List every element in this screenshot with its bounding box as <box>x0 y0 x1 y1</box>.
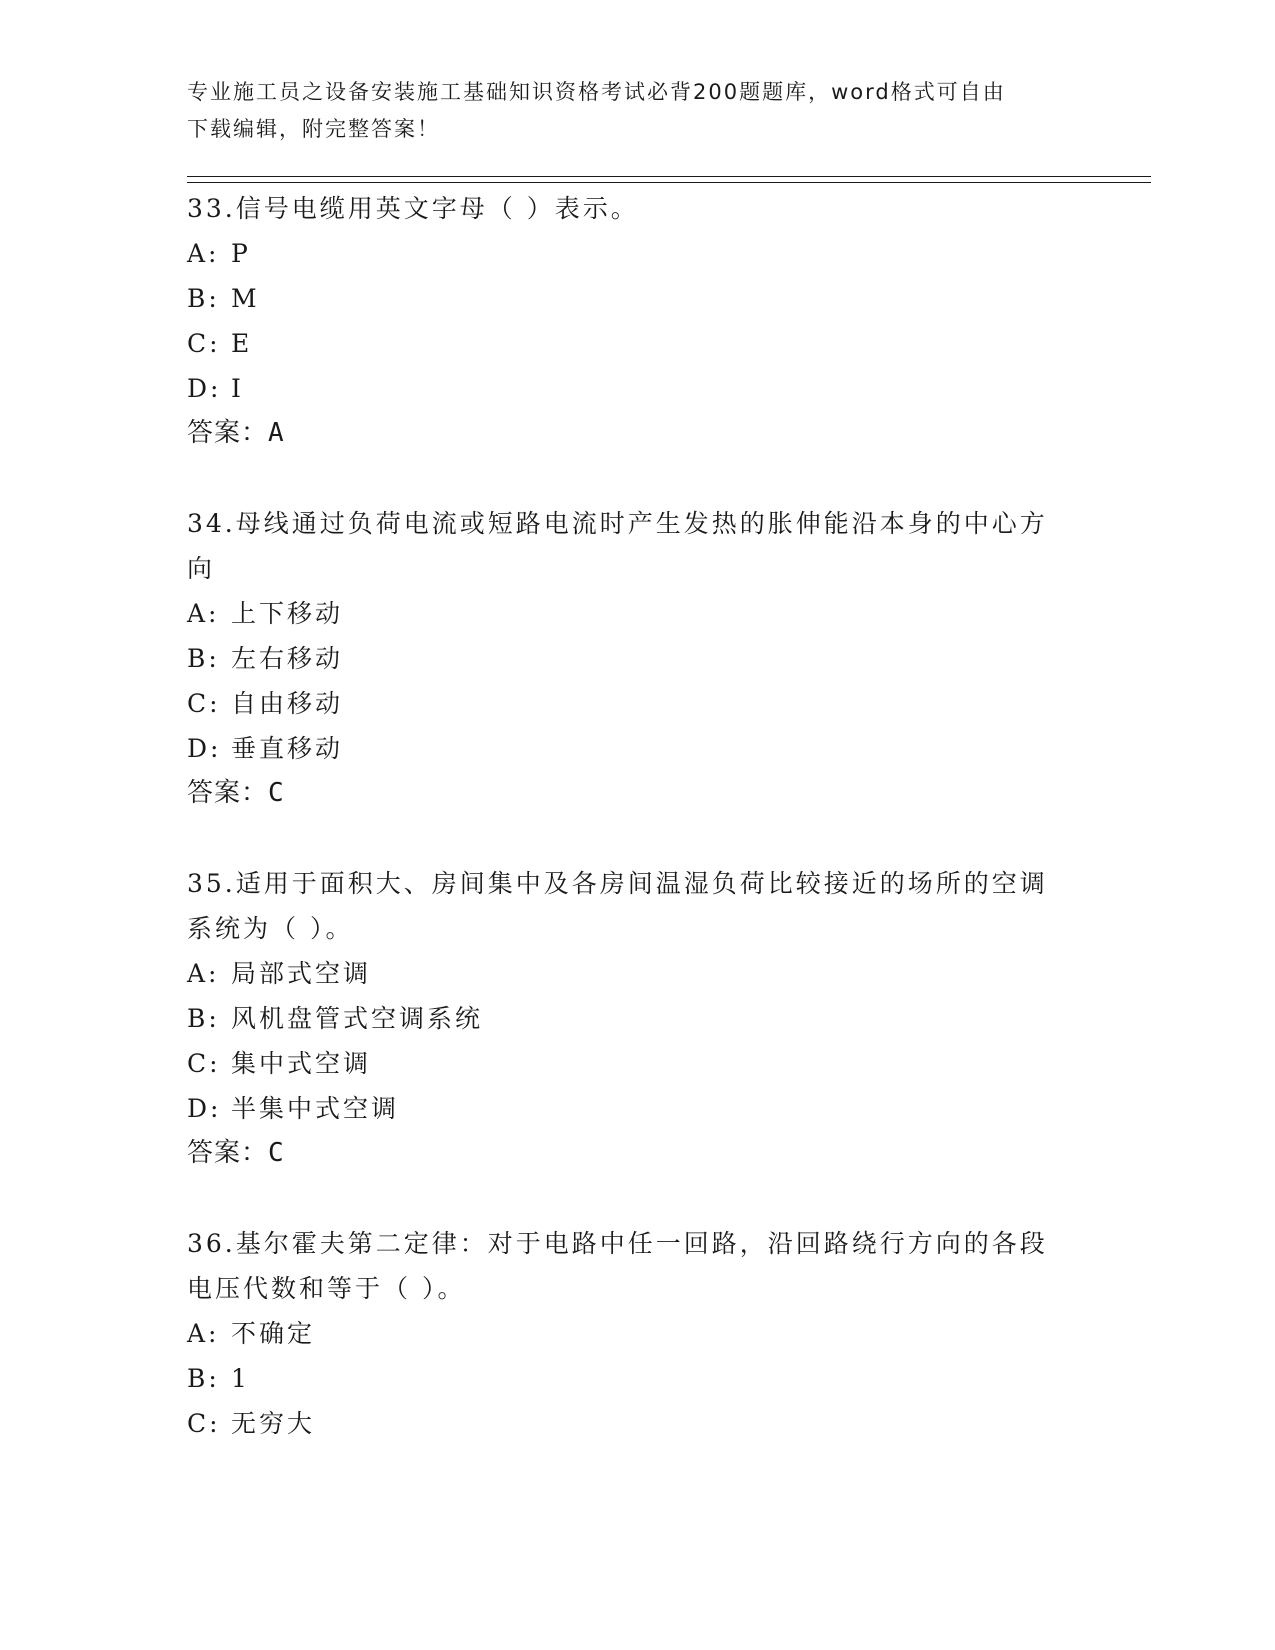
option-text: 自由移动 <box>231 689 344 718</box>
option-label: B: <box>187 284 220 313</box>
option-d <box>187 1086 1087 1131</box>
answer-value: C <box>268 1138 285 1168</box>
option-label: C: <box>187 1409 221 1438</box>
option-label: A: <box>187 959 220 988</box>
option-label: D: <box>187 1094 222 1123</box>
option-text: 无穷大 <box>231 1409 316 1438</box>
option-text: I <box>231 374 244 403</box>
option-text: 左右移动 <box>231 644 344 673</box>
question-list <box>187 186 1087 1446</box>
option-label: B: <box>187 1004 220 1033</box>
question-33 <box>187 186 1087 456</box>
option-b <box>187 276 1087 321</box>
option-text: 集中式空调 <box>231 1049 372 1078</box>
option-text: 半集中式空调 <box>231 1094 400 1123</box>
answer-label: 答案： <box>187 418 269 448</box>
option-b <box>187 1356 1087 1401</box>
option-text: P <box>231 239 251 268</box>
question-text: 34.母线通过负荷电流或短路电流时产生发热的胀伸能沿本身的中心方向 <box>187 509 1048 583</box>
option-d <box>187 366 1087 411</box>
document-header <box>187 74 1087 148</box>
option-text: 局部式空调 <box>231 959 372 988</box>
option-a <box>187 231 1087 276</box>
option-label: B: <box>187 1364 220 1393</box>
option-label: A: <box>187 599 220 628</box>
option-b <box>187 996 1087 1041</box>
question-text: 36.基尔霍夫第二定律：对于电路中任一回路，沿回路绕行方向的各段电压代数和等于（ ）。 <box>187 1229 1048 1303</box>
option-c <box>187 1041 1087 1086</box>
option-label: D: <box>187 374 222 403</box>
option-text: 1 <box>231 1364 250 1393</box>
option-a <box>187 1311 1087 1356</box>
option-b <box>187 636 1087 681</box>
answer-label: 答案： <box>187 778 269 808</box>
option-label: A: <box>187 1319 220 1348</box>
question-34 <box>187 501 1087 816</box>
option-text: 不确定 <box>231 1319 316 1348</box>
option-text: 风机盘管式空调系统 <box>231 1004 484 1033</box>
question-35 <box>187 861 1087 1176</box>
option-a <box>187 591 1087 636</box>
question-text: 33.信号电缆用英文字母（ ）表示。 <box>187 194 639 223</box>
option-text: 垂直移动 <box>231 734 344 763</box>
answer-line <box>187 771 1087 816</box>
answer-label: 答案： <box>187 1138 269 1168</box>
option-a <box>187 951 1087 996</box>
option-label: C: <box>187 689 221 718</box>
option-text: E <box>231 329 253 358</box>
option-label: B: <box>187 644 220 673</box>
option-c <box>187 681 1087 726</box>
answer-value: C <box>268 778 285 808</box>
option-text: M <box>231 284 260 313</box>
question-36 <box>187 1221 1087 1446</box>
header-line-2: 下载编辑，附完整答案！ <box>187 117 440 141</box>
option-label: C: <box>187 329 221 358</box>
answer-line <box>187 1131 1087 1176</box>
option-label: A: <box>187 239 220 268</box>
option-c <box>187 1401 1087 1446</box>
header-line-1: 专业施工员之设备安装施工基础知识资格考试必背200题题库，word格式可自由 <box>187 80 1006 104</box>
answer-value: A <box>268 418 285 448</box>
option-d <box>187 726 1087 771</box>
option-label: D: <box>187 734 222 763</box>
header-divider-top <box>187 176 1151 177</box>
header-divider-bottom <box>187 182 1151 183</box>
option-text: 上下移动 <box>231 599 344 628</box>
option-c <box>187 321 1087 366</box>
question-text: 35.适用于面积大、房间集中及各房间温湿负荷比较接近的场所的空调系统为（ ）。 <box>187 869 1048 943</box>
answer-line <box>187 411 1087 456</box>
option-label: C: <box>187 1049 221 1078</box>
